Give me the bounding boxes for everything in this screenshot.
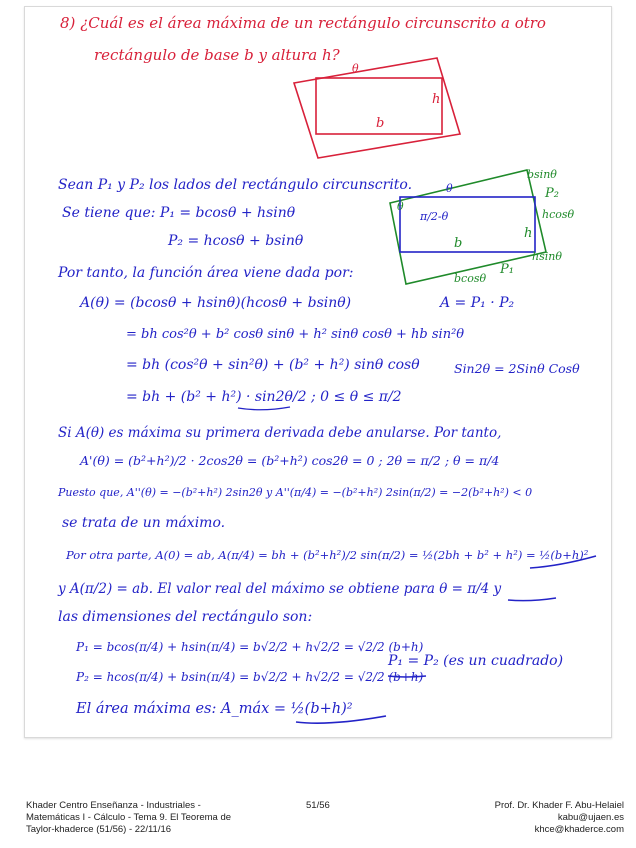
fig2-b-sin: bsinθ (527, 168, 557, 181)
solution-line-5: A(θ) = (bcosθ + hsinθ)(hcosθ + bsinθ) (80, 295, 352, 311)
footer-left (26, 800, 231, 836)
footer-email-1[interactable]: kabu@ujaen.es (557, 812, 624, 823)
side-note-identity: Sin2θ = 2Sinθ Cosθ (454, 361, 580, 376)
solution-line-4: Por tanto, la función área viene dada por: (58, 265, 354, 281)
fig1-theta-label: θ (352, 62, 359, 75)
fig1-b-label: b (376, 116, 385, 131)
footer-left-line-3: Taylor-khaderce (51/56) - 22/11/16 (26, 824, 172, 835)
fig2-h: h (524, 226, 533, 241)
solution-line-18: El área máxima es: A_máx = ½(b+h)² (76, 701, 353, 717)
footer-left-line-1: Khader Centro Enseñanza - Industriales - (26, 800, 201, 811)
side-note-area: A = P₁ · P₂ (440, 295, 515, 311)
problem-number: 8) (60, 14, 76, 32)
fig2-theta-left: θ (397, 200, 404, 213)
footer-left-line-2: Matemáticas I - Cálculo - Tema 9. El Teorema de (26, 812, 232, 823)
underline-square (388, 676, 426, 677)
solution-line-17: P₂ = hcos(π/4) + bsin(π/4) = b√2/2 + h√2/2 = √2/2 (b+h) (76, 670, 424, 684)
side-note-square: P₁ = P₂ (es un cuadrado) (388, 653, 564, 669)
fig2-theta-top: θ (446, 182, 453, 195)
solution-line-14: y A(π/2) = ab. El valor real del máximo se obtiene para θ = π/4 y (58, 581, 502, 597)
fig1-h-label: h (432, 92, 441, 107)
solution-line-12: se trata de un máximo. (62, 515, 226, 531)
fig2-h-cos: hcosθ (542, 208, 575, 221)
question-line-2: rectángulo de base b y altura h? (94, 46, 340, 64)
solution-line-3: P₂ = hcosθ + bsinθ (168, 233, 304, 249)
footer-right (495, 800, 624, 836)
footer-author: Prof. Dr. Khader F. Abu-Helaiel (494, 800, 624, 811)
solution-line-15: las dimensiones del rectángulo son: (58, 609, 313, 625)
solution-line-13: Por otra parte, A(0) = ab, A(π/4) = bh + (b²+h²)/2 sin(π/2) = ½(2bh + b² + h²) = ½(b+h)² (66, 548, 589, 562)
footer-email-2[interactable]: khce@khaderce.com (534, 824, 624, 835)
solution-line-1: Sean P₁ y P₂ los lados del rectángulo circunscrito. (58, 177, 413, 193)
question-line-1: ¿Cuál es el área máxima de un rectángulo circunscrito a otro (80, 14, 546, 32)
fig2-complement-angle: π/2-θ (420, 210, 449, 223)
fig2-p2: P₂ (545, 186, 559, 201)
solution-line-16: P₁ = bcos(π/4) + hsin(π/4) = b√2/2 + h√2/2 = √2/2 (b+h) (76, 640, 424, 654)
underline-sin2theta (238, 407, 290, 410)
underline-max-value (530, 556, 596, 568)
underline-theta-result (508, 598, 556, 601)
solution-line-6: = bh cos²θ + b² cosθ sinθ + h² sinθ cosθ + hb sin²θ (126, 327, 465, 342)
solution-line-8: = bh + (b² + h²) · sin2θ/2 ; 0 ≤ θ ≤ π/2 (126, 389, 402, 405)
solution-line-10: A'(θ) = (b²+h²)/2 · 2cos2θ = (b²+h²) cos2θ = 0 ; 2θ = π/2 ; θ = π/4 (80, 453, 500, 468)
solution-line-9: Si A(θ) es máxima su primera derivada debe anularse. Por tanto, (58, 425, 502, 441)
fig2-b: b (454, 236, 463, 251)
solution-line-7: = bh (cos²θ + sin²θ) + (b² + h²) sinθ cosθ (126, 357, 420, 373)
underline-area-max (296, 716, 386, 723)
solution-line-2: Se tiene que: P₁ = bcosθ + hsinθ (62, 205, 296, 221)
footer-page-number: 51/56 (306, 800, 330, 811)
fig2-p1: P₁ (500, 262, 514, 277)
solution-line-11: Puesto que, A''(θ) = −(b²+h²) 2sin2θ y A''(π/4) = −(b²+h²) 2sin(π/2) = −2(b²+h²) < 0 (58, 486, 533, 499)
fig2-h-sin: hsinθ (532, 250, 562, 263)
fig2-b-cos: bcosθ (454, 272, 487, 285)
